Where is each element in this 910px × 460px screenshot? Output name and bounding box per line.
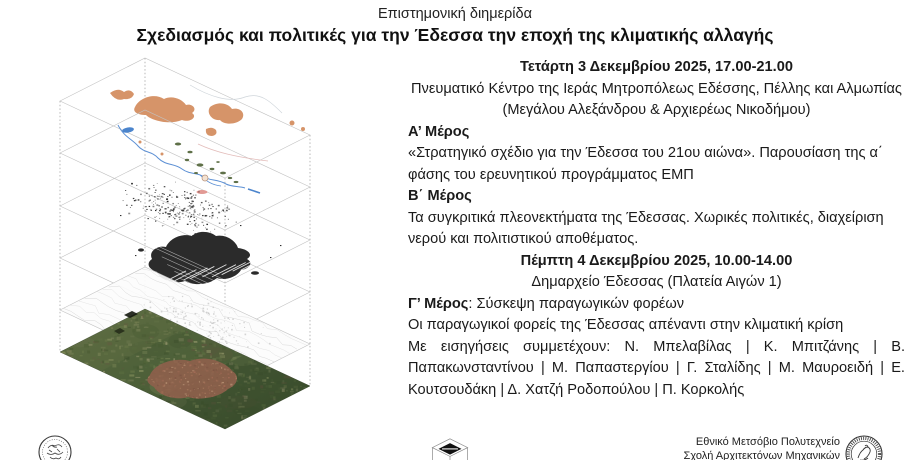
day1-venue: Πνευματικό Κέντρο της Ιεράς Μητροπόλεως Εδέσσης, Πέλλης και Αλμωπίας <box>411 80 902 97</box>
ntua-line1: Εθνικό Μετσόβιο Πολυτεχνείο <box>695 436 840 448</box>
ntua-credit <box>660 436 840 460</box>
part-b-label: Β΄ Μέρος <box>408 188 472 204</box>
ntua-line2: Σχολή Αρχιτεκτόνων Μηχανικών <box>683 449 840 460</box>
cube-logo-icon <box>427 437 473 460</box>
ntua-seal-icon <box>844 434 884 460</box>
day1-address: (Μεγάλου Αλεξάνδρου & Αρχιερέως Νικοδήμου) <box>502 102 811 118</box>
part-c-rest: : Σύσκεψη παραγωγικών φορέων <box>468 295 685 312</box>
part-b-text: Τα συγκριτικά πλεονεκτήματα της Έδεσσας. Χωρικές πολιτικές, διαχείριση νερού και πολιτιστικού αποθέματος. <box>408 209 884 247</box>
part-a-text: «Στρατηγικό σχέδιο για την Έδεσσα του 21ου αιώνα». Παρουσίαση της α΄ φάσης του ερευνητικού προγράμματος ΕΜΠ <box>408 145 883 183</box>
part-c-label: Γ’ Μέρος <box>408 295 469 312</box>
municipality-seal-icon <box>37 434 73 460</box>
program-text <box>408 57 905 401</box>
part-c-line <box>408 294 905 316</box>
event-kind: Επιστημονική διημερίδα <box>378 6 532 22</box>
part-c-subtext: Οι παραγωγικοί φορείς της Έδεσσας απέναντι στην κλιματική κρίση <box>408 317 844 333</box>
speakers-list: Με εισηγήσεις συμμετέχουν: Ν. Μπελαβίλας | Κ. Μπιτζάνης | Β. Παπακωνσταντίνου | Μ. Παπαστεργίου | Γ. Σταλίδης | Μ. Μαυροειδή | Ε. Κουτσουδάκη | Δ. Χατζή Ροδοπούλου | Π. Κορκολής <box>408 338 905 398</box>
day2-datetime: Πέμπτη 4 Δεκεμβρίου 2025, 10.00-14.00 <box>520 252 793 269</box>
day1-datetime: Τετάρτη 3 Δεκεμβρίου 2025, 17.00-21.00 <box>520 59 793 75</box>
day2-venue: Δημαρχείο Έδεσσας (Πλατεία Αιγών 1) <box>531 274 782 290</box>
map-layers-diagram <box>40 45 420 445</box>
page-title: Σχεδιασμός και πολιτικές για την Έδεσσα την εποχή της κλιματικής αλλαγής <box>136 25 774 45</box>
layer-hydrography <box>60 110 310 230</box>
part-a-label: Α’ Μέρος <box>408 123 470 140</box>
